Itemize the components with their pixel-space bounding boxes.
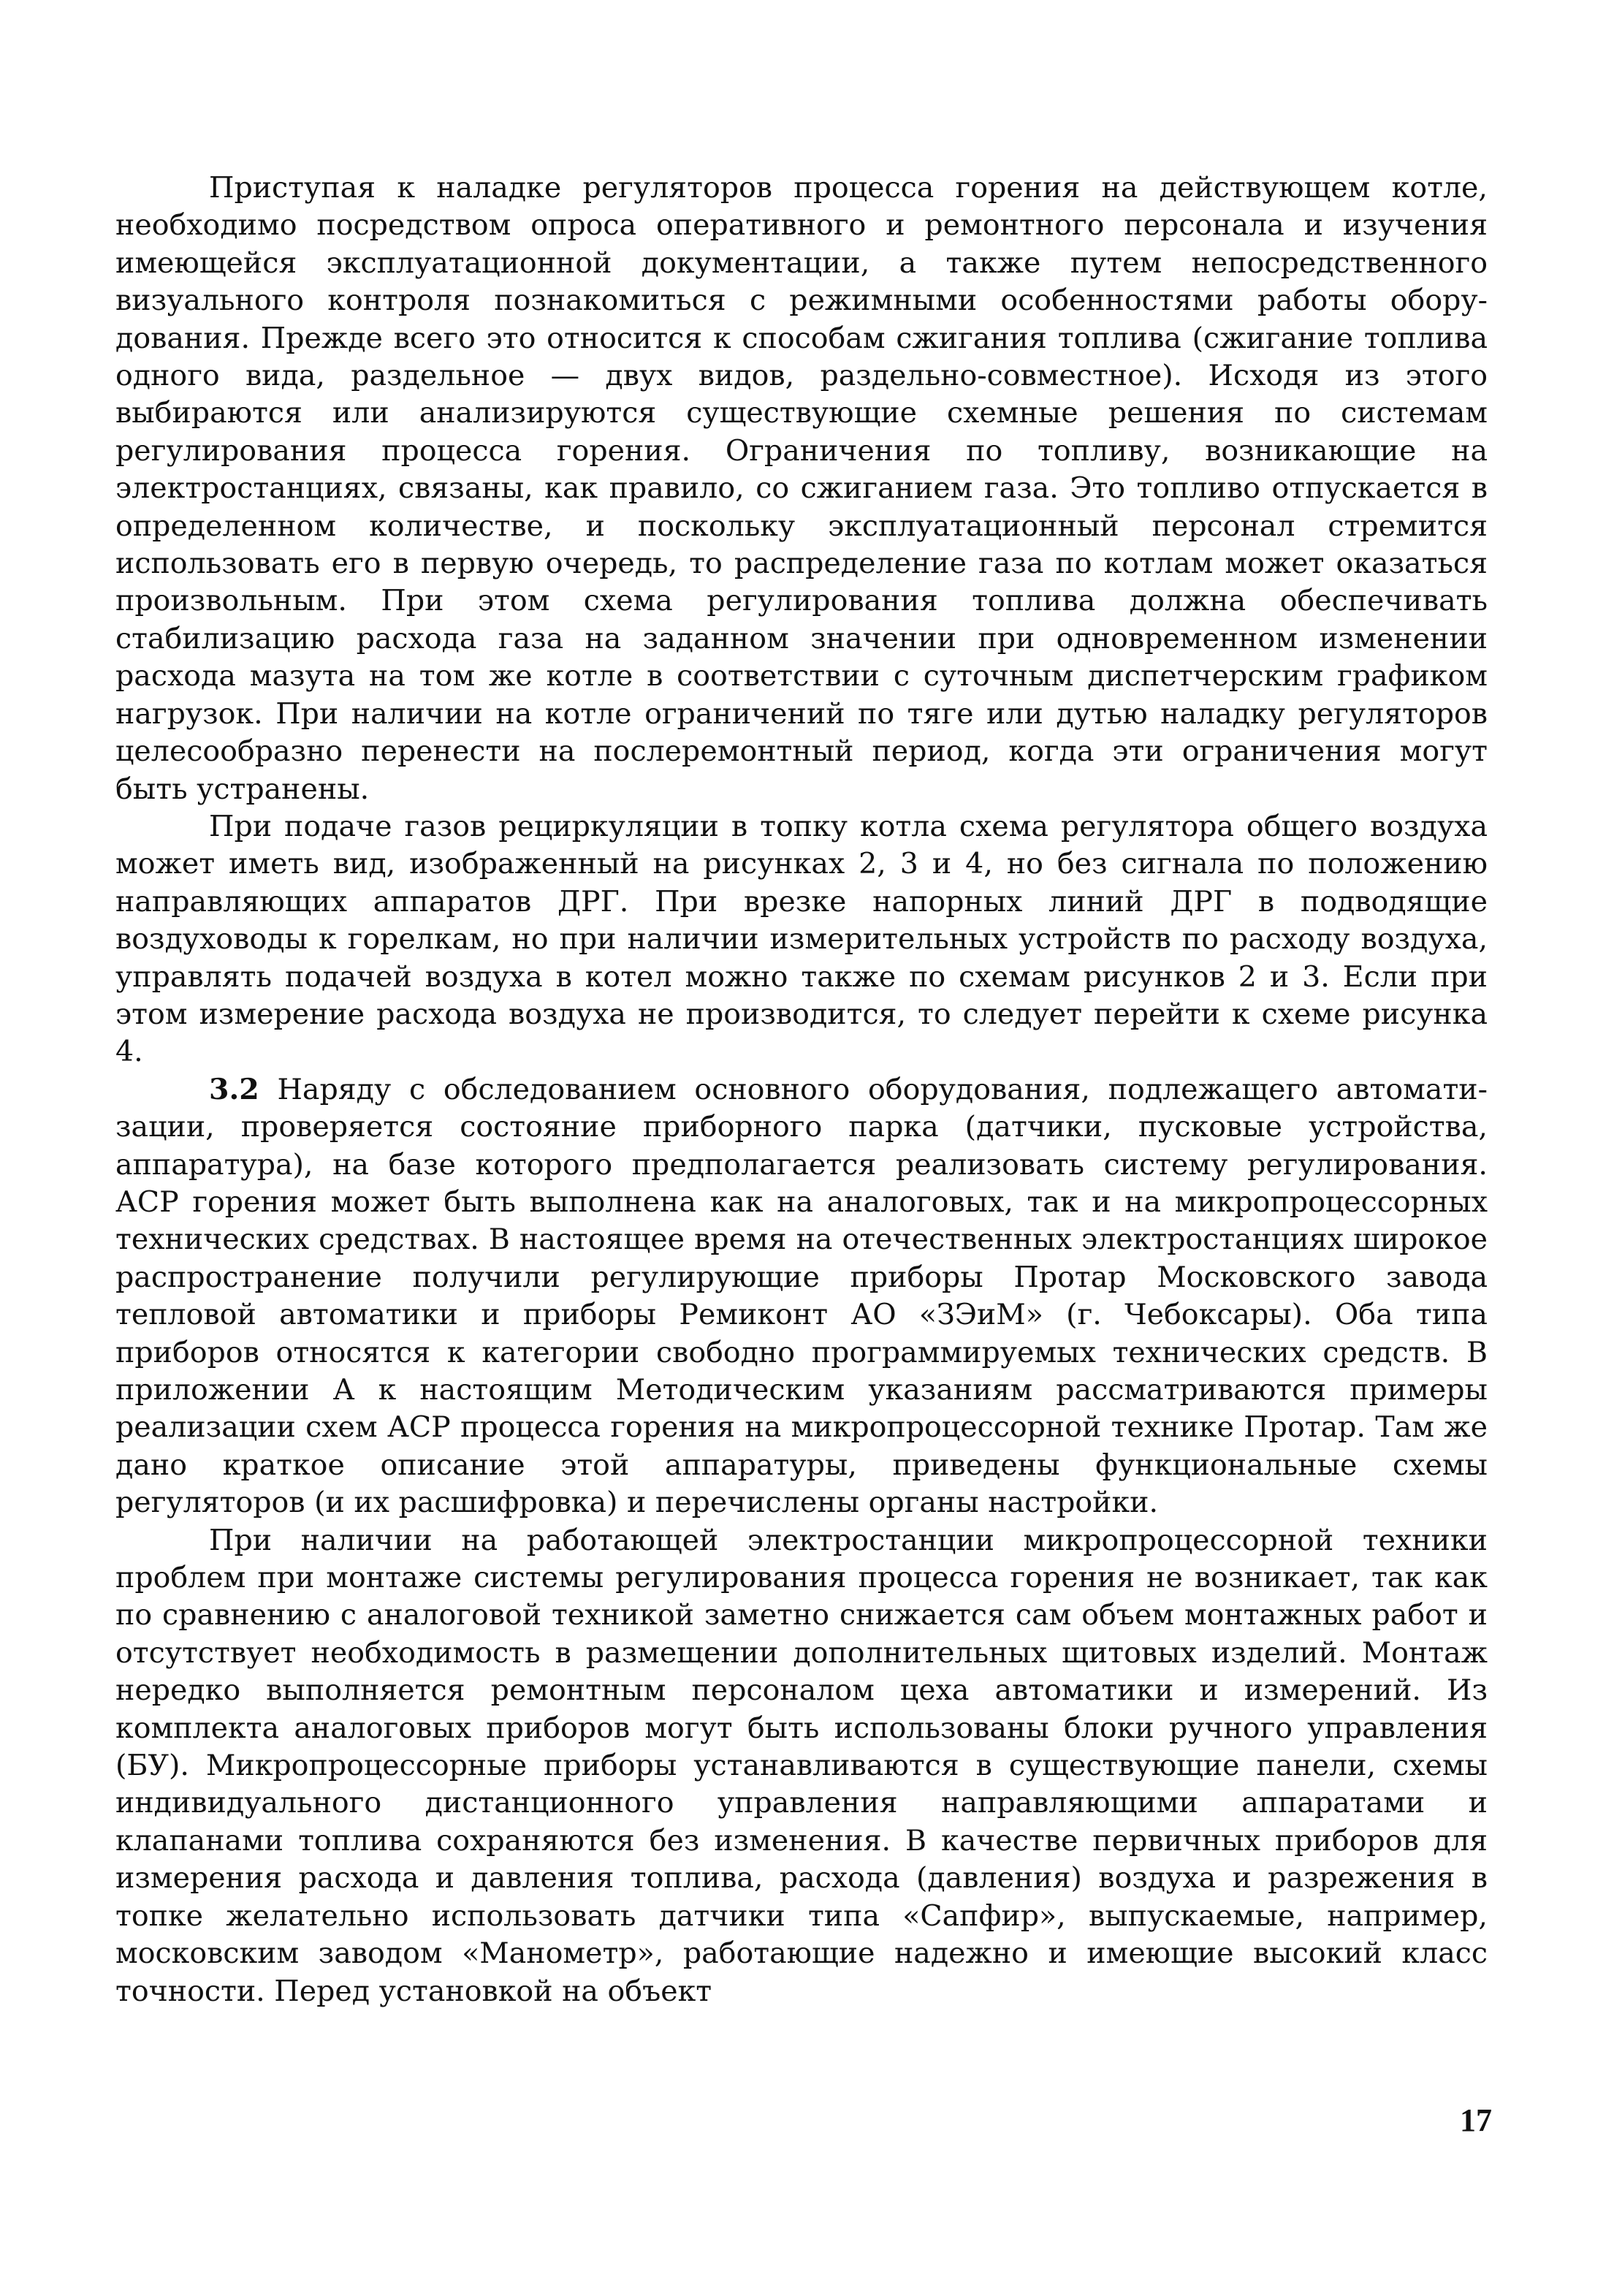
paragraph-boiler-tuning xyxy=(115,170,1488,808)
page-number: 17 xyxy=(1460,2102,1492,2138)
paragraph-section-3-2 xyxy=(115,1071,1488,1522)
paragraph-text: При наличии на работающей электростанции микропроцессорной техники проблем при монтаже системы регулирования процесса горения не возникает, так как по сравнению с аналоговой техникой заметно снижается сам объем монтажных работ и отсутствует необходимость в размещении дополнительных щитовых изделий. Монтаж нередко выполняется ремонтным персоналом цеха автоматики и измерений. Из комплекта аналоговых приборов могут быть использованы блоки ручного управления (БУ). Микропроцессорные приборы устанавливаются в существующие панели, схемы индивидуального дистанционного управления направляющими аппаратами и клапанами топлива сохраняются без изменения. В качестве первичных приборов для измерения расхода и давления топлива, расхода (давления) воздуха и разрежения в топке желательно использовать датчики типа «Сапфир», выпускаемые, например, московским заводом «Манометр», работающие надежно и имеющие высокий класс точности. Перед установкой на объект xyxy=(115,1523,1488,2008)
section-number: 3.2 xyxy=(209,1072,259,1106)
paragraph-text: При подаче газов рециркуляции в топку котла схема регулятора общего воздуха может иметь вид, изображенный на рисунках 2, 3 и 4, но без сигнала по положению направляющих аппаратов ДРГ. При врезке напорных линий ДРГ в подводящие воздуховоды к горелкам, но при наличии измерительных устройств по расходу воздуха, управлять подачей воздуха в котел можно также по схемам рисунков 2 и 3. Если при этом измерение расхода воздуха не производится, то следует перейти к схеме рисунка 4. xyxy=(115,809,1488,1069)
paragraph-microprocessor-installation xyxy=(115,1522,1488,2010)
paragraph-recirculation-gases xyxy=(115,808,1488,1071)
paragraph-text: Наряду с обследованием основного оборудования, подлежащего автоматизации, проверяется состояние приборного парка (датчики, пусковые устройства, аппаратура), на базе которого предполагается реализовать систему регулирования. АСР горения может быть выполнена как на аналоговых, так и на микропроцессорных технических средствах. В настоящее время на отечественных электростанциях широкое распространение получили регулирующие приборы Протар Московского завода тепловой автоматики и приборы Ремиконт АО «ЗЭиМ» (г. Чебоксары). Оба типа приборов относятся к категории свободно программируемых технических средств. В приложении А к настоящим Методическим указаниям рассматриваются примеры реализации схем АСР процесса горения на микропроцессорной технике Протар. Там же дано краткое описание этой аппаратуры, приведены функциональные схемы регуляторов (и их расшифровка) и перечислены органы настройки. xyxy=(115,1072,1488,1520)
paragraph-text: Приступая к наладке регуляторов процесса горения на действующем котле, необходимо посредством опроса оперативного и ремонтного персонала и изучения имеющейся эксплуатационной документации, а также путем непосредственного визуального контроля познакомиться с режимными особенностями работы оборудования. Прежде всего это относится к способам сжигания топлива (сжигание топлива одного вида, раздельное — двух видов, раздельно-совместное). Исходя из этого выбираются или анализируются существующие схемные решения по системам регулирования процесса горения. Ограничения по топливу, возникающие на электростанциях, связаны, как правило, со сжиганием газа. Это топливо отпускается в определенном количестве, и поскольку эксплуатационный персонал стремится использовать его в первую очередь, то распределение газа по котлам может оказаться произвольным. При этом схема регулирования топлива должна обеспечивать стабилизацию расхода газа на заданном значении при одновременном изменении расхода мазута на том же котле в соответствии с суточным диспетчерским графиком нагрузок. При наличии на котле ограничений по тяге или дутью наладку регуляторов целесообразно перенести на послеремонтный период, когда эти ограничения могут быть устранены. xyxy=(115,171,1488,806)
main-text xyxy=(115,170,1488,2010)
